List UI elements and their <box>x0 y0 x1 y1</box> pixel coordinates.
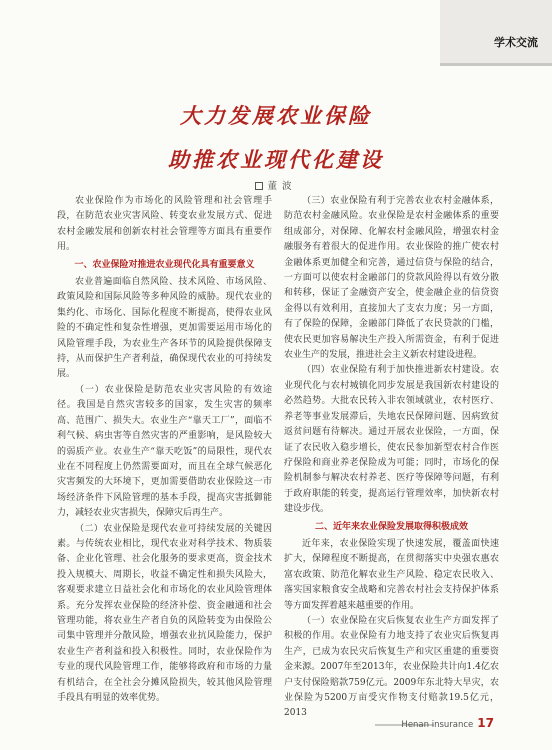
box-icon <box>255 182 263 190</box>
section-heading: 一、农业保险对推进农业现代化具有重要意义 <box>74 259 255 270</box>
section-label: 学术交流 <box>494 36 538 49</box>
paragraph: （二）农业保险是现代农业可持续发展的关键因素。与传统农业相比，现代农业对科学技术、物质装备、企业化管理、社会化服务的要求更高，资金技术投入规模大、周期长，收益不确定性和损失风险大，客观要求建立日益社会化和市场化的农业风险管理体系。充分发挥农业保险的经济补偿、资金融通和社会管理功能，将农业生产者自负的风险转变为由保险公司集中管理并分散风险，增强农业抗风险能力，保护农业生产者利益和投入积极性。同时，农业保险作为专业的现代风险管理工作，能够将政府和市场的力量有机结合，在全社会分摊风险损失，较其他风险管理手段具有明显的效率优势。 <box>57 523 272 703</box>
page-number: 17 <box>477 716 494 730</box>
paragraph: 农业保险作为市场化的风险管理和社会管理手段，在防范农业灾害风险、转变农业发展方式、促进农村金融发展和创新农村社会管理等方面具有重要作用。 <box>57 196 272 253</box>
paragraph: （四）农业保险有利于加快推进新农村建设。农业现代化与农村城镇化同步发展是我国新农村建设的必然趋势。大批农民转入非农领域就业，农村医疗、养老等事业发展滞后，失地农民保障问题、因病致贫返贫问题有待解决。通过开展农业保险，一方面，保证了农民收入稳步增长，使农民参加新型农村合作医疗保险和商业养老保险成为可能；同时，市场化的保险机制参与解决农村养老、医疗等保障等问题，有利于政府职能的转变，提高运行管理效率，加快新农村建设步伐。 <box>284 365 499 515</box>
right-column <box>284 194 499 722</box>
section-tab <box>440 0 552 66</box>
paragraph: （一）农业保险在灾后恢复农业生产方面发挥了积极的作用。农业保险有力地支持了农业灾后恢复再生产，已成为农民灾后恢复生产和灾区重建的重要资金来源。2007年至2013年，农业保险共计向1.4亿农户支付保险赔款759亿元。2009年东北特大旱灾，农业保险为5200万亩受灾作物支付赔款19.5亿元，2013 <box>284 615 499 719</box>
paragraph: 近年来，农业保险实现了快速发展，覆盖面快速扩大，保障程度不断提高，在贯彻落实中央强农惠农富农政策、防范化解农业生产风险、稳定农民收入、落实国家粮食安全战略和完善农村社会支持保护体系等方面发挥着越来越重要的作用。 <box>284 538 499 611</box>
paragraph: 农业普遍面临自然风险、技术风险、市场风险、政策风险和国际风险等多种风险的威胁。现代农业的集约化、市场化、国际化程度不断提高，使得农业风险的不确定性和复杂性增强，更加需要运用市场化的风险管理手段，为农业生产各环节的风险提供保障支持，从而保护生产者利益，确保现代农业的可持续发展。 <box>57 277 272 380</box>
author-byline <box>0 178 552 192</box>
journal-name: Henan insurance <box>401 720 474 730</box>
author-name: 董波 <box>267 181 297 192</box>
article-title-line2: 助推农业现代化建设 <box>168 147 384 172</box>
article-title-line1: 大力发展农业保险 <box>180 103 372 128</box>
page-footer <box>401 716 494 730</box>
left-column <box>57 194 272 706</box>
paragraph: （三）农业保险有利于完善农业农村金融体系，防范农村金融风险。农业保险是农村金融体系的重要组成部分，对保障、化解农村金融风险，增强农村金融服务有着很大的促进作用。农业保险的推广使农村金融体系更加健全和完善，通过信贷与保险的结合，一方面可以使农村金融部门的贷款风险得以有效分散和转移，保证了金融资产安全，使金融企业的信贷资金得以有效利用，直接加大了支农力度；另一方面，有了保险的保障，金融部门降低了农民贷款的门槛，使农民更加容易解决生产投入所需资金，有利于促进农业生产的发展，推进社会主义新农村建设进程。 <box>284 196 499 361</box>
section-heading: 二、近年来农业保险发展取得积极成效 <box>314 521 468 532</box>
paragraph: （一）农业保险是防范农业灾害风险的有效途径。我国是自然灾害较多的国家，发生灾害的频率高、范围广、损失大。农业生产“靠天工厂”，面临不利气候、病虫害等自然灾害的严重影响，是风险较大的弱质产业。农业生产“靠天吃饭”的局限性，现代农业在不同程度上仍然需要面对，而且在全球气候恶化灾害频发的大环境下，更加需要借助农业保险这一市场经济条件下风险管理的基本手段，提高灾害抵御能力，减轻农业灾害损失，保障灾后再生产。 <box>57 384 272 519</box>
